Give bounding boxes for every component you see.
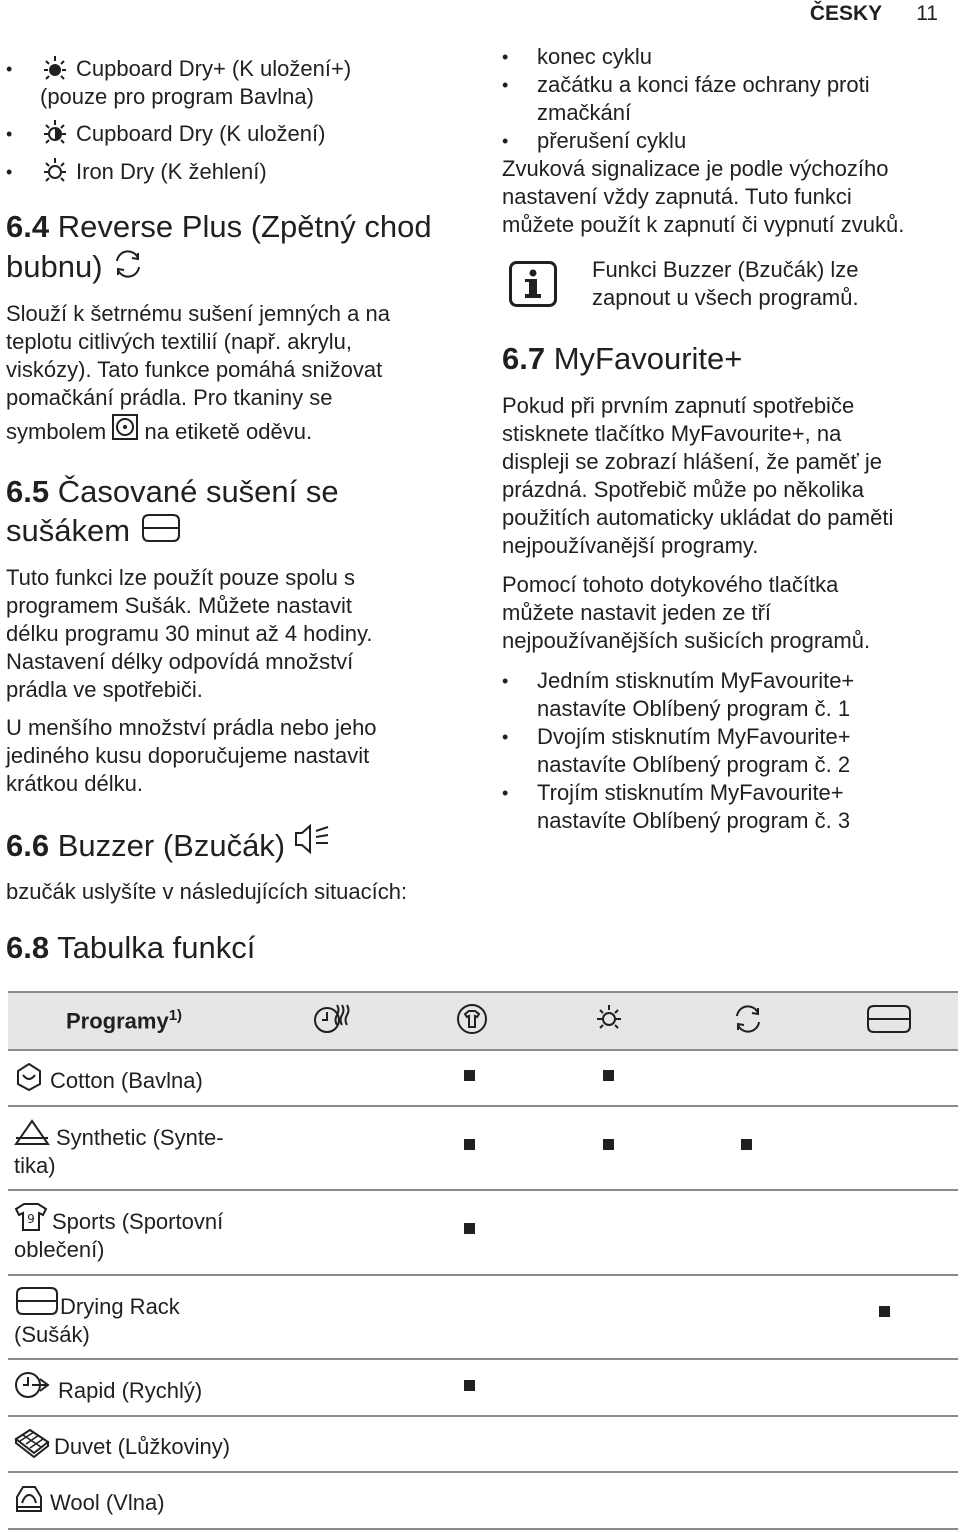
feature-mark xyxy=(464,1139,475,1150)
delicate-icon xyxy=(456,1003,488,1040)
section-title: Tabulka funkcí xyxy=(57,930,256,965)
program-label: Drying Rack xyxy=(60,1294,180,1319)
section-heading-6-4-cont xyxy=(6,247,145,289)
program-label: Sports (Sportovní xyxy=(52,1209,224,1234)
section-number: 6.6 xyxy=(6,828,50,863)
text-line xyxy=(6,418,466,447)
program-label: oblečení) xyxy=(14,1237,105,1262)
section-title: Buzzer (Bzučák) xyxy=(57,828,286,863)
program-label: tika) xyxy=(14,1153,56,1178)
duvet-icon xyxy=(14,1427,50,1462)
drying-rack-icon xyxy=(865,1003,913,1040)
list-item-label: Dvojím stisknutím MyFavourite+ xyxy=(537,724,851,749)
buzzer-default-text xyxy=(502,155,960,239)
text-line: U menšího množství prádla nebo jeho xyxy=(6,715,377,740)
feature-mark xyxy=(603,1070,614,1081)
section-6-7-text xyxy=(502,392,960,655)
divider xyxy=(8,1528,958,1530)
dry-level-label: Iron Dry (K žehlení) xyxy=(76,159,267,184)
feature-mark xyxy=(879,1306,890,1317)
section-number: 6.7 xyxy=(502,341,546,376)
divider xyxy=(8,1105,958,1107)
dryness-level-icon xyxy=(594,1003,624,1038)
text-line: Tuto funkci lze použít pouze spolu s xyxy=(6,565,355,590)
cupboard-dry-icon xyxy=(40,118,70,155)
divider xyxy=(8,1471,958,1473)
section-number: 6.5 xyxy=(6,474,50,509)
text-line: Pomocí tohoto dotykového tlačítka xyxy=(502,572,839,597)
info-note xyxy=(592,256,952,312)
text-line: nastavení vždy zapnutá. Tuto funkci xyxy=(502,184,852,209)
feature-mark xyxy=(464,1070,475,1081)
text-line: prádla ve spotřebiči. xyxy=(6,677,203,702)
footnote-marker: 1) xyxy=(168,1007,183,1024)
page-header xyxy=(810,2,938,26)
text-line: Funkci Buzzer (Bzučák) lze xyxy=(592,257,859,282)
drying-rack-icon xyxy=(14,1286,60,1321)
section-title: Časované sušení se xyxy=(57,474,339,509)
text-line: Slouží k šetrnému sušení jemných a na xyxy=(6,301,390,326)
svg-text:9: 9 xyxy=(27,1212,35,1226)
tumble-dry-symbol-icon xyxy=(112,414,138,447)
section-title: sušákem xyxy=(6,513,131,548)
text-line: krátkou délku. xyxy=(6,771,143,796)
list-item-label: Jedním stisknutím MyFavourite+ xyxy=(537,668,855,693)
section-heading-6-4 xyxy=(6,207,432,247)
text-line: můžete použít k zapnutí či vypnutí zvuků. xyxy=(502,212,905,237)
text-line: Zvuková signalizace je podle výchozího xyxy=(502,156,889,181)
cotton-icon xyxy=(14,1062,44,1097)
section-heading-6-8 xyxy=(6,928,255,968)
section-number: 6.8 xyxy=(6,930,50,965)
program-label: Duvet (Lůžkoviny) xyxy=(54,1434,231,1459)
divider xyxy=(8,1415,958,1417)
section-heading-6-5-cont xyxy=(6,511,183,553)
feature-mark xyxy=(741,1139,752,1150)
divider xyxy=(8,1274,958,1276)
text-line: viskózy). Tato funkce pomáhá snižovat xyxy=(6,357,383,382)
wool-icon xyxy=(14,1483,44,1518)
feature-mark xyxy=(464,1223,475,1234)
text-line: stisknete tlačítko MyFavourite+, na xyxy=(502,421,842,446)
page-number: 11 xyxy=(916,2,938,25)
list-item-label: nastavíte Oblíbený program č. 1 xyxy=(537,696,851,721)
reverse-plus-icon xyxy=(111,249,145,289)
program-label: (Sušák) xyxy=(14,1322,90,1347)
language-label: ČESKY xyxy=(809,2,883,25)
text-line: displeji se zobrazí hlášení, že paměť je xyxy=(502,449,883,474)
sports-icon xyxy=(14,1202,48,1237)
section-6-4-text xyxy=(6,300,466,447)
list-item-label: nastavíte Oblíbený program č. 2 xyxy=(537,752,851,777)
divider xyxy=(8,1049,958,1051)
text-line: délku programu 30 minut až 4 hodiny. xyxy=(6,621,373,646)
text-line: Pokud při prvním zapnutí spotřebiče xyxy=(502,393,855,418)
table-header-programs xyxy=(66,1007,182,1034)
text-line: zapnout u všech programů. xyxy=(592,285,859,310)
column-header-label: Programy xyxy=(66,1008,169,1034)
buzzer-icon xyxy=(294,824,330,864)
text-line: nejpoužívanějších sušicích programů. xyxy=(502,628,871,653)
reverse-plus-icon xyxy=(731,1003,765,1040)
section-6-5-text xyxy=(6,564,466,798)
text-fragment: na etiketě oděvu. xyxy=(144,419,313,444)
text-line: Nastavení délky odpovídá množství xyxy=(6,649,354,674)
drying-rack-icon xyxy=(139,513,183,553)
section-title: bubnu) xyxy=(6,249,103,284)
feature-mark xyxy=(603,1139,614,1150)
feature-mark xyxy=(464,1380,475,1391)
time-dry-icon xyxy=(313,1003,351,1040)
text-line: prázdná. Spotřebič může po několika xyxy=(502,477,864,502)
dry-level-note: (pouze pro program Bavlna) xyxy=(40,84,314,109)
section-title: MyFavourite+ xyxy=(553,341,743,376)
program-label: Synthetic (Synte- xyxy=(56,1125,224,1150)
divider xyxy=(8,1358,958,1360)
list-item-label: přerušení cyklu xyxy=(537,128,687,153)
list-item-label: Trojím stisknutím MyFavourite+ xyxy=(537,780,844,805)
section-heading-6-6 xyxy=(6,826,330,866)
section-number: 6.4 xyxy=(6,209,50,244)
section-heading-6-7 xyxy=(502,339,742,379)
text-fragment: symbolem xyxy=(6,419,107,444)
list-item-label: nastavíte Oblíbený program č. 3 xyxy=(537,808,851,833)
section-heading-6-5 xyxy=(6,472,339,512)
text-line: použitích automaticky ukládat do paměti xyxy=(502,505,894,530)
text-line: můžete nastavit jeden ze tří xyxy=(502,600,772,625)
section-title: Reverse Plus (Zpětný chod xyxy=(57,209,432,244)
divider xyxy=(8,991,958,993)
list-item-label: začátku a konci fáze ochrany proti xyxy=(537,72,870,97)
program-label: Wool (Vlna) xyxy=(50,1490,165,1515)
synthetic-icon xyxy=(14,1118,50,1153)
list-item-label: zmačkání xyxy=(537,100,632,125)
iron-dry-icon xyxy=(40,156,70,193)
info-icon xyxy=(509,261,557,312)
section-6-6-text: bzučák uslyšíte v následujících situacích: xyxy=(6,879,408,904)
dry-level-label: Cupboard Dry+ (K uložení+) xyxy=(76,56,352,81)
program-label: Rapid (Rychlý) xyxy=(58,1378,203,1403)
text-line: teplotu citlivých textilií (např. akrylu, xyxy=(6,329,353,354)
text-line: nejpoužívanější programy. xyxy=(502,533,759,558)
text-line: jediného kusu doporučujeme nastavit xyxy=(6,743,370,768)
dry-level-label: Cupboard Dry (K uložení) xyxy=(76,121,326,146)
list-item-label: konec cyklu xyxy=(537,44,652,69)
text-line: programem Sušák. Můžete nastavit xyxy=(6,593,353,618)
rapid-icon xyxy=(14,1370,52,1405)
program-label: Cotton (Bavlna) xyxy=(50,1068,203,1093)
text-line: pomačkání prádla. Pro tkaniny se xyxy=(6,385,333,410)
divider xyxy=(8,1189,958,1191)
